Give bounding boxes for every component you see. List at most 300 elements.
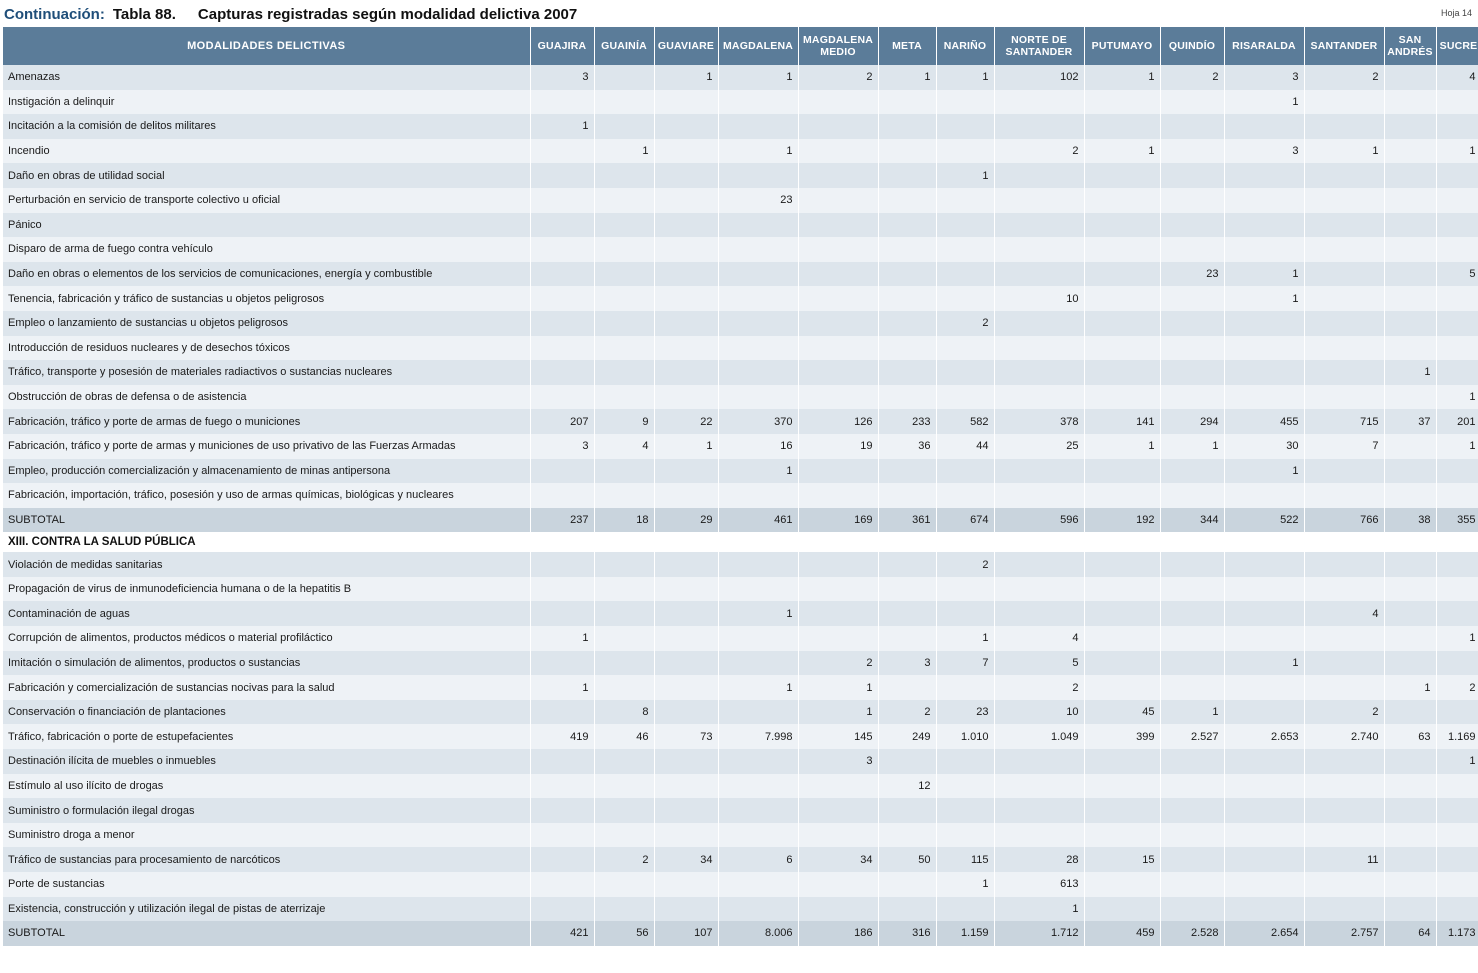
table-cell [878, 163, 936, 188]
table-cell [1436, 336, 1478, 361]
table-cell: 1 [798, 675, 878, 700]
table-cell: 1 [718, 601, 798, 626]
table-cell [1224, 114, 1304, 139]
table-cell [878, 114, 936, 139]
row-label: Contaminación de aguas [3, 601, 530, 626]
column-header-guajira: GUAJIRA [530, 27, 594, 65]
table-cell [1436, 237, 1478, 262]
table-cell [1436, 872, 1478, 897]
table-cell: 7 [936, 651, 994, 676]
table-cell [1084, 311, 1160, 336]
table-row [3, 700, 1478, 725]
table-cell: 1 [1160, 434, 1224, 459]
table-cell: 12 [878, 774, 936, 799]
table-cell: 2 [994, 139, 1084, 164]
table-cell: 7.998 [718, 724, 798, 749]
table-cell [654, 188, 718, 213]
table-cell [1160, 188, 1224, 213]
table-cell [1084, 897, 1160, 922]
table-cell [798, 552, 878, 577]
sheet-number: Hoja 14 [1440, 8, 1472, 18]
table-cell [1084, 237, 1160, 262]
table-cell: 4 [994, 626, 1084, 651]
table-cell [1084, 90, 1160, 115]
table-cell [654, 577, 718, 602]
table-cell [878, 360, 936, 385]
table-cell [994, 483, 1084, 508]
table-cell [594, 552, 654, 577]
table-cell [1160, 823, 1224, 848]
table-cell [994, 459, 1084, 484]
table-cell: 596 [994, 508, 1084, 533]
table-cell [1084, 626, 1160, 651]
table-cell: 22 [654, 409, 718, 434]
table-cell [1224, 385, 1304, 410]
table-cell [1160, 897, 1224, 922]
table-cell: 1 [1436, 139, 1478, 164]
row-label: SUBTOTAL [3, 508, 530, 533]
table-cell: 2 [994, 675, 1084, 700]
table-cell [530, 872, 594, 897]
table-cell [798, 897, 878, 922]
table-cell [878, 798, 936, 823]
table-cell [654, 601, 718, 626]
row-label: Fabricación, tráfico y porte de armas y municiones de uso privativo de las Fuerzas Armadas [3, 434, 530, 459]
table-cell [1436, 163, 1478, 188]
table-cell: 1 [1224, 651, 1304, 676]
table-cell: 8.006 [718, 921, 798, 946]
table-cell [1084, 114, 1160, 139]
table-cell [594, 872, 654, 897]
table-cell: 50 [878, 847, 936, 872]
table-cell [798, 336, 878, 361]
column-header-modalidades: MODALIDADES DELICTIVAS [3, 27, 530, 65]
table-cell [1304, 651, 1384, 676]
table-cell: 370 [718, 409, 798, 434]
table-cell [654, 311, 718, 336]
table-cell [878, 601, 936, 626]
table-cell [994, 360, 1084, 385]
table-cell [654, 459, 718, 484]
table-cell [530, 286, 594, 311]
table-cell [594, 262, 654, 287]
table-cell [1160, 601, 1224, 626]
table-cell [1084, 213, 1160, 238]
table-cell: 2 [936, 552, 994, 577]
table-cell [936, 139, 994, 164]
table-cell [878, 262, 936, 287]
table-cell [798, 213, 878, 238]
table-cell [594, 774, 654, 799]
table-cell [1436, 286, 1478, 311]
table-cell [1160, 577, 1224, 602]
table-cell [718, 651, 798, 676]
table-cell [594, 823, 654, 848]
table-cell [936, 213, 994, 238]
table-cell [798, 459, 878, 484]
table-cell: 107 [654, 921, 718, 946]
table-row [3, 336, 1478, 361]
column-header-quindio: QUINDÍO [1160, 27, 1224, 65]
table-cell [936, 262, 994, 287]
table-cell [1304, 114, 1384, 139]
table-cell [1224, 237, 1304, 262]
table-cell [654, 385, 718, 410]
table-cell: 4 [1436, 65, 1478, 90]
table-cell [654, 360, 718, 385]
table-cell [594, 626, 654, 651]
table-cell [1224, 577, 1304, 602]
table-cell [1436, 459, 1478, 484]
table-cell: 37 [1384, 409, 1436, 434]
table-cell [1436, 823, 1478, 848]
table-cell: 1 [1384, 360, 1436, 385]
table-cell [1084, 675, 1160, 700]
table-cell [1436, 213, 1478, 238]
table-cell [994, 552, 1084, 577]
table-cell: 461 [718, 508, 798, 533]
table-cell: 355 [1436, 508, 1478, 533]
table-cell [1384, 823, 1436, 848]
table-cell [1224, 188, 1304, 213]
continuation-label: Continuación: [4, 6, 105, 23]
table-cell: 2 [878, 700, 936, 725]
table-cell: 522 [1224, 508, 1304, 533]
table-cell [1436, 897, 1478, 922]
table-cell: 1 [718, 139, 798, 164]
table-cell [530, 774, 594, 799]
table-cell [1304, 286, 1384, 311]
table-cell: 10 [994, 286, 1084, 311]
table-cell [1304, 459, 1384, 484]
table-cell [1436, 847, 1478, 872]
table-cell [1160, 213, 1224, 238]
table-cell [1160, 459, 1224, 484]
table-cell [530, 459, 594, 484]
table-cell: 16 [718, 434, 798, 459]
table-cell [994, 601, 1084, 626]
table-cell [798, 262, 878, 287]
table-cell [1384, 700, 1436, 725]
table-cell [994, 311, 1084, 336]
table-cell [530, 700, 594, 725]
table-cell [1160, 626, 1224, 651]
table-cell [1224, 749, 1304, 774]
table-cell: 294 [1160, 409, 1224, 434]
table-cell [878, 286, 936, 311]
table-cell [798, 626, 878, 651]
table-cell: 186 [798, 921, 878, 946]
table-cell [1224, 483, 1304, 508]
table-cell: 23 [718, 188, 798, 213]
table-row [3, 409, 1478, 434]
table-cell [936, 897, 994, 922]
table-cell: 201 [1436, 409, 1478, 434]
table-cell: 34 [798, 847, 878, 872]
table-cell: 1 [936, 163, 994, 188]
table-cell [798, 139, 878, 164]
table-cell [878, 872, 936, 897]
table-cell [1160, 651, 1224, 676]
table-cell [1084, 459, 1160, 484]
row-label: Pánico [3, 213, 530, 238]
table-cell [878, 237, 936, 262]
table-cell [798, 188, 878, 213]
table-cell [654, 774, 718, 799]
table-cell [798, 90, 878, 115]
table-cell [878, 459, 936, 484]
table-cell [718, 385, 798, 410]
captures-table [3, 27, 1478, 946]
table-cell [994, 577, 1084, 602]
table-cell [1160, 798, 1224, 823]
table-cell: 207 [530, 409, 594, 434]
table-cell [1304, 163, 1384, 188]
table-cell [936, 601, 994, 626]
table-cell [654, 336, 718, 361]
row-label: Estímulo al uso ilícito de drogas [3, 774, 530, 799]
table-row [3, 897, 1478, 922]
table-cell [654, 237, 718, 262]
table-cell: 1 [594, 139, 654, 164]
table-cell [1160, 749, 1224, 774]
table-cell: 1 [530, 675, 594, 700]
table-cell [1224, 552, 1304, 577]
table-row [3, 213, 1478, 238]
table-cell: 1 [936, 626, 994, 651]
table-cell [1384, 163, 1436, 188]
table-cell [594, 577, 654, 602]
table-cell: 3 [878, 651, 936, 676]
table-row [3, 749, 1478, 774]
table-row [3, 847, 1478, 872]
table-cell [530, 483, 594, 508]
table-cell [530, 90, 594, 115]
row-label: XIII. CONTRA LA SALUD PÚBLICA [3, 532, 1478, 552]
table-cell [1304, 90, 1384, 115]
table-cell [718, 577, 798, 602]
row-label: Incendio [3, 139, 530, 164]
table-cell [530, 552, 594, 577]
table-cell [798, 601, 878, 626]
table-cell [594, 336, 654, 361]
table-cell [1084, 286, 1160, 311]
table-row [3, 823, 1478, 848]
table-cell [936, 577, 994, 602]
table-cell [1160, 675, 1224, 700]
table-cell [718, 872, 798, 897]
table-cell: 2 [798, 651, 878, 676]
column-header-magdalena: MAGDALENA [718, 27, 798, 65]
table-cell [594, 90, 654, 115]
table-cell: 5 [1436, 262, 1478, 287]
table-cell: 15 [1084, 847, 1160, 872]
table-cell [1384, 237, 1436, 262]
table-cell: 23 [1160, 262, 1224, 287]
table-row [3, 188, 1478, 213]
table-cell [718, 552, 798, 577]
table-cell [1084, 385, 1160, 410]
table-row [3, 311, 1478, 336]
table-cell [1160, 114, 1224, 139]
page-header [0, 0, 1478, 27]
row-label: Disparo de arma de fuego contra vehículo [3, 237, 530, 262]
table-cell [1160, 385, 1224, 410]
table-cell: 1 [1084, 434, 1160, 459]
table-cell: 233 [878, 409, 936, 434]
table-cell: 399 [1084, 724, 1160, 749]
row-label: Fabricación, tráfico y porte de armas de fuego o municiones [3, 409, 530, 434]
column-header-guaviare: GUAVIARE [654, 27, 718, 65]
table-cell [1436, 483, 1478, 508]
table-row [3, 163, 1478, 188]
table-cell [1304, 336, 1384, 361]
row-label: Instigación a delinquir [3, 90, 530, 115]
table-cell [530, 749, 594, 774]
table-row [3, 675, 1478, 700]
table-cell [994, 188, 1084, 213]
table-cell [594, 237, 654, 262]
table-cell [654, 213, 718, 238]
table-row [3, 360, 1478, 385]
table-cell [798, 163, 878, 188]
table-cell: 2 [1436, 675, 1478, 700]
table-cell: 1 [1084, 65, 1160, 90]
table-cell [1084, 163, 1160, 188]
table-cell: 9 [594, 409, 654, 434]
table-cell [654, 114, 718, 139]
table-cell: 1.010 [936, 724, 994, 749]
table-cell: 6 [718, 847, 798, 872]
table-cell [798, 774, 878, 799]
table-cell [936, 385, 994, 410]
row-label: Daño en obras de utilidad social [3, 163, 530, 188]
table-cell [1304, 262, 1384, 287]
table-cell: 5 [994, 651, 1084, 676]
table-cell: 2.654 [1224, 921, 1304, 946]
column-header-narino: NARIÑO [936, 27, 994, 65]
table-cell: 1 [798, 700, 878, 725]
table-cell: 1 [1304, 139, 1384, 164]
table-cell: 46 [594, 724, 654, 749]
table-cell [994, 823, 1084, 848]
table-cell [1304, 385, 1384, 410]
table-cell: 1 [1436, 749, 1478, 774]
table-cell: 126 [798, 409, 878, 434]
table-cell [594, 897, 654, 922]
table-cell [1384, 897, 1436, 922]
table-cell [718, 749, 798, 774]
table-cell [936, 188, 994, 213]
table-cell [594, 188, 654, 213]
table-cell [594, 651, 654, 676]
table-row [3, 483, 1478, 508]
table-cell [798, 311, 878, 336]
table-cell [1384, 601, 1436, 626]
table-cell [654, 139, 718, 164]
table-cell [936, 798, 994, 823]
table-cell: 19 [798, 434, 878, 459]
table-section-header [3, 532, 1478, 552]
table-cell [878, 823, 936, 848]
table-row [3, 90, 1478, 115]
table-cell: 344 [1160, 508, 1224, 533]
table-cell: 1 [1436, 626, 1478, 651]
table-cell [798, 872, 878, 897]
table-cell [1224, 823, 1304, 848]
table-cell [594, 675, 654, 700]
table-cell [654, 897, 718, 922]
table-cell [1384, 385, 1436, 410]
table-cell [1160, 872, 1224, 897]
table-cell [718, 483, 798, 508]
row-label: Empleo o lanzamiento de sustancias u objetos peligrosos [3, 311, 530, 336]
table-cell [798, 483, 878, 508]
table-cell [1384, 626, 1436, 651]
table-cell: 169 [798, 508, 878, 533]
table-cell [530, 385, 594, 410]
table-cell [1436, 188, 1478, 213]
column-header-meta: META [878, 27, 936, 65]
table-cell [1084, 651, 1160, 676]
table-cell [654, 749, 718, 774]
table-cell [936, 237, 994, 262]
table-cell [530, 601, 594, 626]
row-label: Tráfico, fabricación o porte de estupefacientes [3, 724, 530, 749]
table-row [3, 577, 1478, 602]
column-header-guainia: GUAINÍA [594, 27, 654, 65]
table-cell: 30 [1224, 434, 1304, 459]
table-cell: 4 [594, 434, 654, 459]
table-cell [1384, 749, 1436, 774]
row-label: Amenazas [3, 65, 530, 90]
table-cell [936, 459, 994, 484]
table-row [3, 626, 1478, 651]
table-cell [530, 237, 594, 262]
table-cell [1304, 483, 1384, 508]
table-cell [994, 90, 1084, 115]
table-row [3, 774, 1478, 799]
table-cell: 459 [1084, 921, 1160, 946]
table-cell: 3 [798, 749, 878, 774]
table-cell [878, 675, 936, 700]
table-cell: 10 [994, 700, 1084, 725]
table-cell [1160, 311, 1224, 336]
table-cell: 11 [1304, 847, 1384, 872]
table-cell [1304, 675, 1384, 700]
table-cell [1304, 360, 1384, 385]
table-cell [530, 360, 594, 385]
table-cell [530, 651, 594, 676]
table-cell [1084, 552, 1160, 577]
table-cell [878, 90, 936, 115]
table-cell [798, 237, 878, 262]
table-cell [654, 872, 718, 897]
table-row [3, 286, 1478, 311]
column-header-sucre: SUCRE [1436, 27, 1478, 65]
table-cell [1384, 114, 1436, 139]
table-row [3, 114, 1478, 139]
table-cell [798, 577, 878, 602]
table-cell: 1 [718, 675, 798, 700]
row-label: Fabricación, importación, tráfico, posesión y uso de armas químicas, biológicas y nucleares [3, 483, 530, 508]
table-row [3, 601, 1478, 626]
table-cell: 1 [1436, 434, 1478, 459]
table-cell [1224, 601, 1304, 626]
table-cell [1160, 847, 1224, 872]
table-cell [994, 163, 1084, 188]
table-cell [530, 823, 594, 848]
